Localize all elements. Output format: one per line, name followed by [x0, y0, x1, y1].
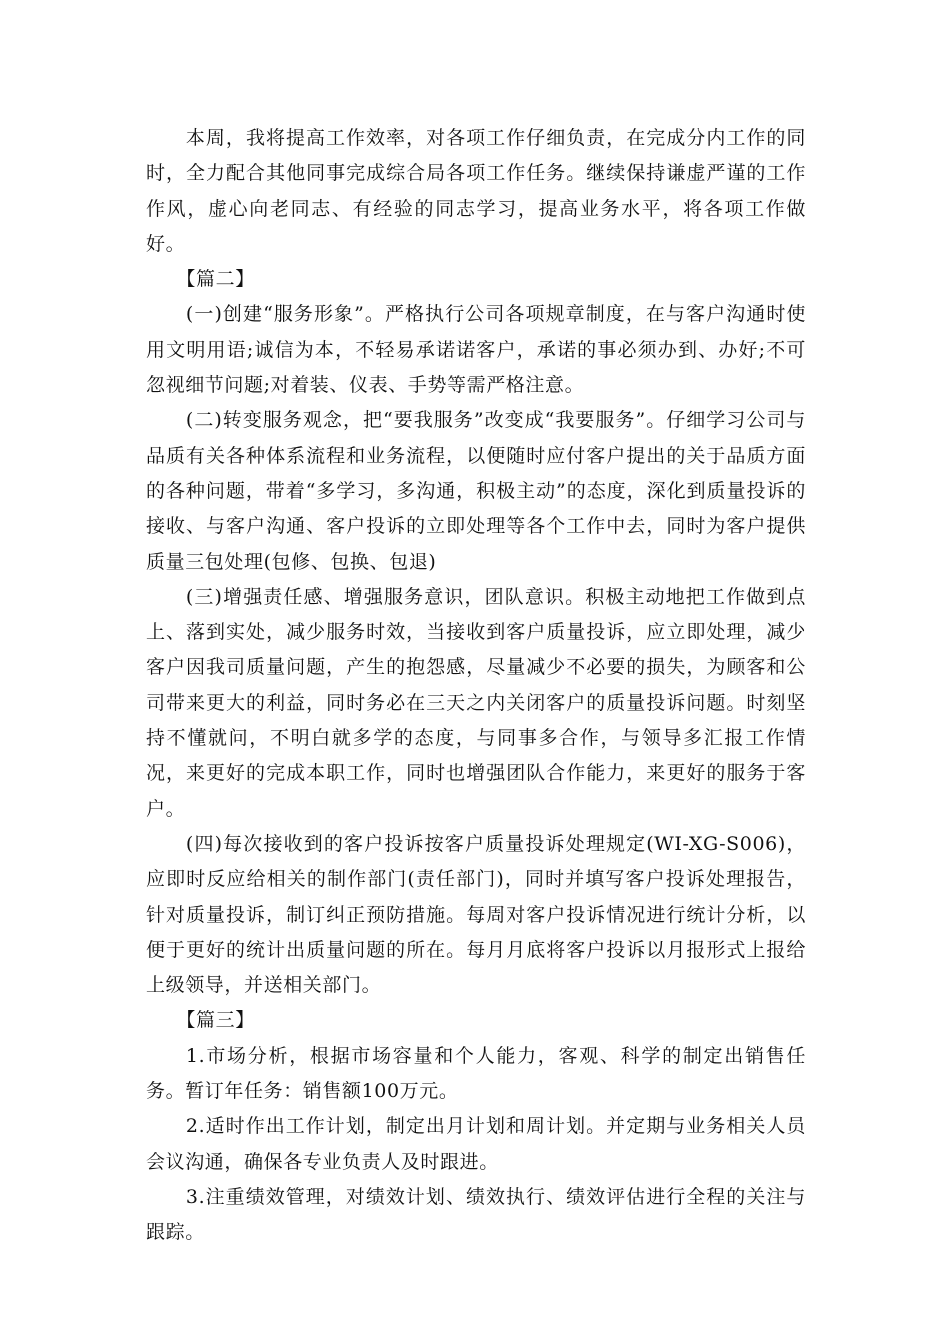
section-heading-2: 【篇二】: [176, 268, 255, 291]
section-heading-3: 【篇三】: [176, 1009, 255, 1032]
paragraph-weekly-plan: 本周，我将提高工作效率，对各项工作仔细负责，在完成分内工作的同时，全力配合其他同事完成综合局各项工作任务。继续保持谦虚严谨的工作作风，虚心向老同志、有经验的同志学习，提高业务水平，将各项工作做好。: [146, 127, 806, 255]
paragraph-service-image: (一)创建“服务形象”。严格执行公司各项规章制度，在与客户沟通时使用文明用语;诚信为本，不轻易承诺诺客户，承诺的事必须办到、办好;不可忽视细节问题;对着装、仪表、手势等需严格注意。: [146, 303, 806, 397]
paragraph-market-analysis: 1.市场分析，根据市场容量和个人能力，客观、科学的制定出销售任务。暂订年任务：销售额100万元。: [146, 1044, 806, 1103]
paragraph-performance: 3.注重绩效管理，对绩效计划、绩效执行、绩效评估进行全程的关注与跟踪。: [146, 1185, 806, 1244]
paragraph-responsibility: (三)增强责任感、增强服务意识，团队意识。积极主动地把工作做到点上、落到实处，减少服务时效，当接收到客户质量投诉，应立即处理，减少客户因我司质量问题，产生的抱怨感，尽量减少不必要的损失，为顾客和公司带来更大的利益，同时务必在三天之内关闭客户的质量投诉问题。时刻坚持不懂就问，不明白就多学的态度，与同事多合作，与领导多汇报工作情况，来更好的完成本职工作，同时也增强团队合作能力，来更好的服务于客户。: [146, 585, 806, 820]
paragraph-complaint-handling: (四)每次接收到的客户投诉按客户质量投诉处理规定(WI-XG-S006)，应即时反应给相关的制作部门(责任部门)，同时并填写客户投诉处理报告，针对质量投诉，制订纠正预防措施。每周对客户投诉情况进行统计分析，以便于更好的统计出质量问题的所在。每月月底将客户投诉以月报形式上报给上级领导，并送相关部门。: [146, 832, 806, 997]
paragraph-work-plan: 2.适时作出工作计划，制定出月计划和周计划。并定期与业务相关人员会议沟通，确保各专业负责人及时跟进。: [146, 1115, 806, 1173]
paragraph-service-concept: (二)转变服务观念，把“要我服务”改变成“我要服务”。仔细学习公司与品质有关各种体系流程和业务流程，以便随时应付客户提出的关于品质方面的各种问题，带着“多学习，多沟通，积极主动”的态度，深化到质量投诉的接收、与客户沟通、客户投诉的立即处理等各个工作中去，同时为客户提供质量三包处理(包修、包换、包退): [146, 409, 806, 573]
document-body: [146, 121, 806, 1251]
